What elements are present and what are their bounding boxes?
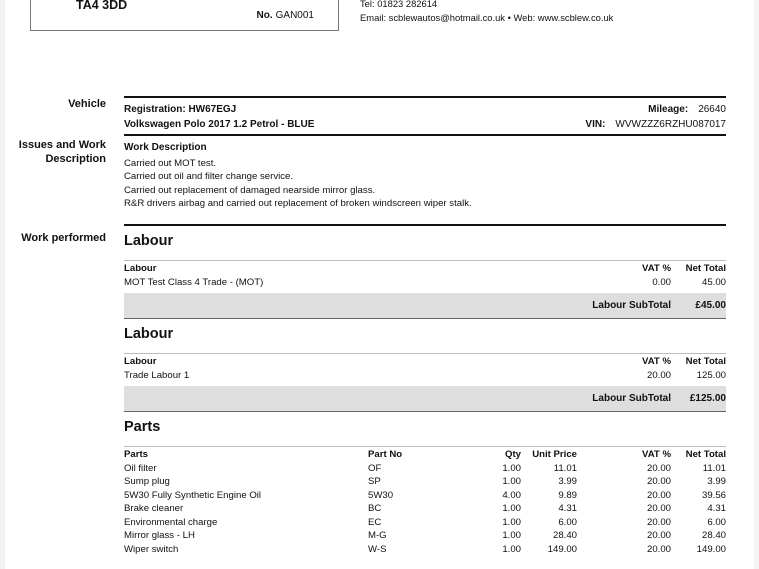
col-part-no: Part No: [368, 449, 403, 460]
labour-table: [124, 355, 726, 382]
vin-label: VIN:: [585, 119, 606, 130]
part-net: 3.99: [707, 476, 726, 487]
work-description-line: R&R drivers airbag and carried out replacement of broken windscreen wiper stalk.: [124, 198, 472, 209]
vehicle-make-model: Volkswagen Polo 2017 1.2 Petrol - BLUE: [124, 119, 315, 130]
part-vat: 20.00: [646, 503, 671, 514]
part-net: 28.40: [701, 530, 726, 541]
part-qty: 1.00: [502, 516, 521, 528]
part-no: M-G: [368, 530, 387, 541]
part-net: 11.01: [702, 462, 726, 474]
part-net: 6.00: [707, 516, 726, 528]
col-parts: Parts: [124, 449, 148, 460]
labour-subtotal-value: £125.00: [689, 393, 726, 404]
col-qty: Qty: [505, 449, 521, 460]
part-desc: 5W30 Fully Synthetic Engine Oil: [124, 489, 262, 501]
work-description-line: Carried out MOT test.: [124, 157, 217, 169]
part-desc: Environmental charge: [124, 516, 218, 528]
table-row: [124, 516, 726, 530]
part-no: OF: [368, 462, 382, 474]
part-vat: 20.00: [646, 543, 671, 555]
part-no: SP: [368, 476, 381, 487]
part-qty: 1.00: [502, 503, 521, 514]
part-qty: 1.00: [502, 530, 521, 541]
labour-vat: 0.00: [652, 276, 671, 288]
table-row: [124, 475, 726, 489]
table-row: [124, 369, 726, 383]
part-vat: 20.00: [646, 462, 671, 474]
vehicle-vin: [585, 119, 726, 130]
part-qty: 1.00: [502, 462, 521, 474]
table-row: [124, 529, 726, 543]
labour-net: 125.00: [696, 369, 726, 381]
col-net-total: Net Total: [685, 356, 726, 367]
part-vat: 20.00: [646, 516, 671, 528]
vehicle-details: [124, 98, 726, 134]
part-no: W-S: [368, 543, 387, 555]
part-unit-price: 6.00: [558, 516, 577, 528]
work-description: [124, 136, 726, 224]
divider: [124, 353, 726, 354]
labour-subtotal-label: Labour SubTotal: [592, 393, 671, 404]
col-vat: VAT %: [642, 449, 671, 460]
divider: [124, 446, 726, 447]
divider: [124, 260, 726, 261]
col-labour: Labour: [124, 356, 157, 367]
labour-desc: MOT Test Class 4 Trade - (MOT): [124, 276, 264, 288]
document-number: [257, 10, 314, 21]
document-number-label: No.: [256, 10, 273, 21]
part-desc: Brake cleaner: [124, 503, 184, 514]
parts-table: [124, 448, 726, 556]
part-no: EC: [368, 516, 382, 528]
vehicle-mileage: [648, 104, 726, 115]
labour-net: 45.00: [701, 276, 726, 288]
part-unit-price: 4.31: [558, 503, 577, 514]
col-labour: Labour: [124, 263, 157, 274]
part-no: 5W30: [368, 489, 394, 501]
invoice-content: [124, 96, 726, 556]
col-vat: VAT %: [642, 356, 671, 367]
document-number-value: GAN001: [275, 10, 314, 21]
table-row: [124, 502, 726, 516]
part-unit-price: 9.89: [558, 489, 577, 501]
vin-value: WVWZZZ6RZHU087017: [615, 119, 726, 130]
part-vat: 20.00: [646, 530, 671, 541]
part-desc: Wiper switch: [124, 543, 179, 555]
labour-vat: 20.00: [646, 369, 671, 381]
table-header-row: [124, 355, 726, 369]
work-description-line: Carried out replacement of damaged nearside mirror glass.: [124, 184, 376, 196]
labour-subtotal-bar: [124, 386, 726, 412]
table-row: [124, 543, 726, 557]
labour-desc: Trade Labour 1: [124, 369, 190, 381]
part-qty: 4.00: [502, 489, 521, 501]
table-row: [124, 489, 726, 503]
table-header-row: [124, 448, 726, 462]
part-desc: Sump plug: [124, 476, 170, 487]
part-net: 149.00: [696, 543, 726, 555]
customer-postcode: TA4 3DD: [76, 0, 128, 12]
work-performed-label: Work performed: [21, 232, 106, 244]
part-unit-price: 11.01: [553, 462, 577, 474]
part-desc: Mirror glass - LH: [124, 530, 195, 541]
part-qty: 1.00: [502, 476, 521, 487]
table-header-row: [124, 262, 726, 276]
labour-subtotal-value: £45.00: [695, 300, 726, 311]
issues-label-line1: Issues and Work: [18, 139, 106, 151]
part-qty: 1.00: [502, 543, 521, 555]
part-unit-price: 149.00: [547, 543, 577, 555]
table-row: [124, 462, 726, 476]
company-email-web: Email: scblewautos@hotmail.co.uk • Web: www.scblew.co.uk: [360, 12, 614, 23]
work-description-heading: Work Description: [124, 142, 207, 153]
vehicle-label: Vehicle: [68, 98, 106, 110]
parts-section-title: Parts: [124, 419, 161, 435]
part-no: BC: [368, 503, 382, 514]
labour-subtotal-label: Labour SubTotal: [592, 300, 671, 311]
customer-address-box: [30, 0, 339, 31]
part-unit-price: 3.99: [558, 476, 577, 487]
part-net: 4.31: [707, 503, 726, 514]
company-contact: [360, 0, 613, 25]
issues-label: [19, 138, 106, 166]
vehicle-registration: Registration: HW67EGJ: [124, 104, 237, 115]
part-vat: 20.00: [646, 476, 671, 487]
mileage-label: Mileage:: [648, 104, 689, 115]
parts-rows: [124, 462, 726, 557]
col-net-total: Net Total: [685, 449, 726, 460]
table-row: [124, 276, 726, 290]
col-vat: VAT %: [642, 263, 671, 274]
invoice-page: [5, 0, 754, 569]
work-description-line: Carried out oil and filter change service.: [124, 171, 294, 182]
labour-section-title: Labour: [124, 326, 174, 342]
col-net-total: Net Total: [685, 263, 726, 274]
labour-subtotal-bar: [124, 293, 726, 319]
labour-table: [124, 262, 726, 289]
labour-section-title: Labour: [124, 233, 174, 249]
col-unit-price: Unit Price: [532, 449, 577, 460]
mileage-value: 26640: [698, 104, 726, 115]
part-desc: Oil filter: [124, 462, 157, 474]
part-vat: 20.00: [646, 489, 671, 501]
part-net: 39.56: [701, 489, 726, 501]
part-unit-price: 28.40: [552, 530, 577, 541]
company-phone: Tel: 01823 282614: [360, 0, 438, 9]
issues-label-line2: Description: [45, 153, 106, 165]
